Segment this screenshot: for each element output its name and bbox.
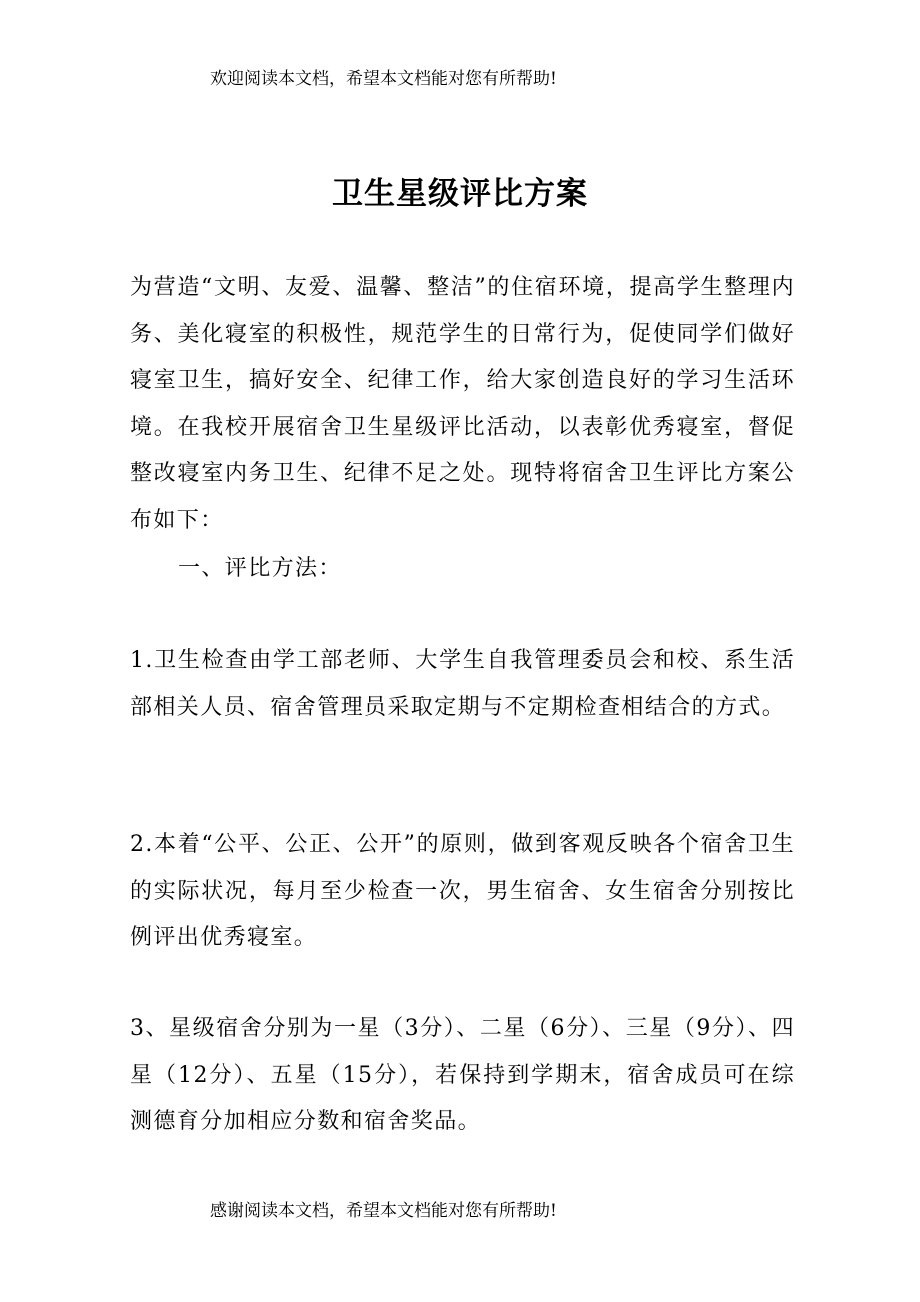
section-heading: 一、评比方法： — [178, 556, 342, 581]
list-item: 1.卫生检查由学工部老师、大学生自我管理委员会和校、系生活部相关人员、宿舍管理员采取定期与不定期检查相结合的方式。 — [130, 648, 795, 720]
list-item: 2.本着“公平、公正、公开”的原则，做到客观反映各个宿舍卫生的实际状况，每月至少检查一次，男生宿舍、女生宿舍分别按比例评出优秀寝室。 — [130, 832, 795, 950]
list-item: 3、星级宿舍分别为一星（3分）、二星（6分）、三星（9分）、四星（12分）、五星（15分），若保持到学期末，宿舍成员可在综测德育分加相应分数和宿舍奖品。 — [130, 1016, 795, 1134]
footer-note: 感谢阅读本文档，希望本文档能对您有所帮助! — [210, 1201, 557, 1221]
document-title: 卫生星级评比方案 — [332, 176, 588, 212]
header-note: 欢迎阅读本文档，希望本文档能对您有所帮助! — [210, 69, 557, 89]
intro-paragraph: 为营造“文明、友爱、温馨、整洁”的住宿环境，提高学生整理内务、美化寝室的积极性，规范学生的日常行为，促使同学们做好寝室卫生，搞好安全、纪律工作，给大家创造良好的学习生活环境。在我校开展宿舍卫生星级评比活动，以表彰优秀寝室，督促整改寝室内务卫生、纪律不足之处。现特将宿舍卫生评比方案公布如下： — [130, 275, 795, 533]
